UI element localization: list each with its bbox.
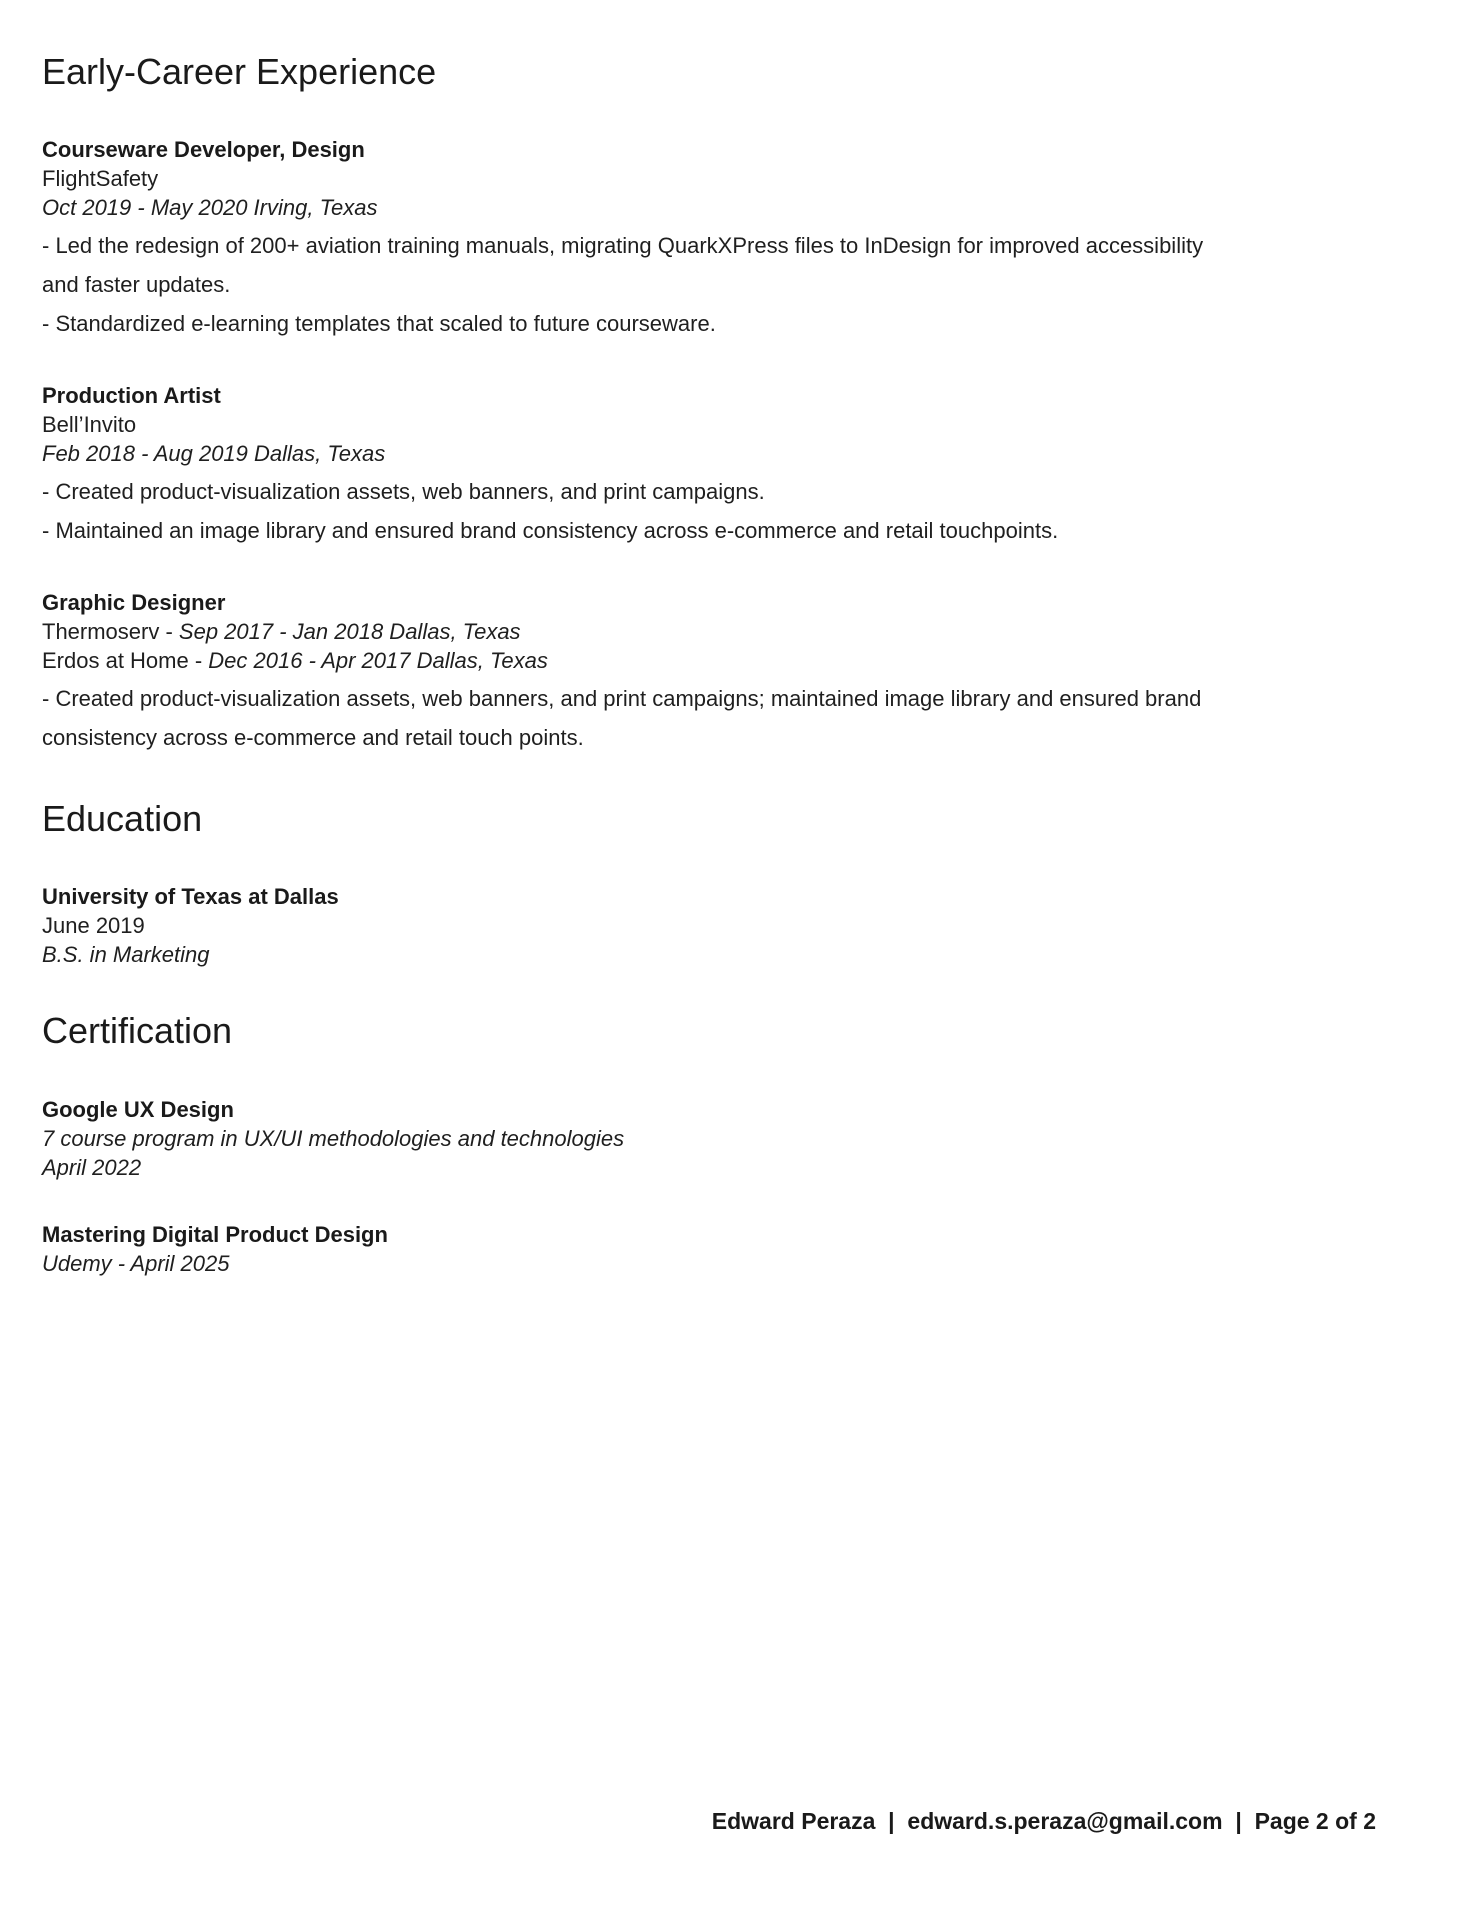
employer-company: Thermoserv - xyxy=(42,619,179,645)
job-bullet: - Created product-visualization assets, web banners, and print campaigns; maintained image library and ensured brand consistency across e-commerce and retail touch points. xyxy=(42,686,1202,751)
certification-description: Udemy - April 2025 xyxy=(42,1250,230,1276)
job-entry xyxy=(42,135,1342,343)
job-entry xyxy=(42,588,1342,757)
certification-description: 7 course program in UX/UI methodologies and technologies xyxy=(42,1125,625,1151)
job-entry xyxy=(42,381,1342,550)
education-entry xyxy=(42,882,1342,969)
certification-title: Mastering Digital Product Design xyxy=(42,1221,388,1247)
experience-section xyxy=(42,50,1342,757)
job-title: Courseware Developer, Design xyxy=(42,137,365,163)
graduation-date: June 2019 xyxy=(42,913,145,939)
footer-separator: | xyxy=(875,1808,908,1834)
job-bullet: - Standardized e-learning templates that scaled to future courseware. xyxy=(42,311,716,337)
education-section xyxy=(42,797,1342,969)
section-heading-education: Education xyxy=(42,798,203,840)
employer-dates-location: Sep 2017 - Jan 2018 Dallas, Texas xyxy=(178,619,521,645)
job-title: Production Artist xyxy=(42,383,221,409)
employer-dates-location: Dec 2016 - Apr 2017 Dallas, Texas xyxy=(208,648,548,674)
section-heading-certification: Certification xyxy=(42,1010,233,1052)
employer-line xyxy=(42,617,1342,646)
job-company: FlightSafety xyxy=(42,166,159,192)
employer-line xyxy=(42,646,1342,675)
employer-company: Erdos at Home - xyxy=(42,648,209,674)
job-dates-location: Feb 2018 - Aug 2019 Dallas, Texas xyxy=(42,441,386,467)
job-company: Bell’Invito xyxy=(42,412,137,438)
job-title: Graphic Designer xyxy=(42,590,226,616)
school-name: University of Texas at Dallas xyxy=(42,884,339,910)
footer-separator: | xyxy=(1222,1808,1255,1834)
job-bullet: - Maintained an image library and ensured brand consistency across e-commerce and retail touchpoints. xyxy=(42,518,1059,544)
footer-name: Edward Peraza xyxy=(711,1808,876,1834)
certification-section xyxy=(42,1009,1342,1277)
job-bullet: - Created product-visualization assets, web banners, and print campaigns. xyxy=(42,479,765,505)
job-bullet: - Led the redesign of 200+ aviation training manuals, migrating QuarkXPress files to InDesign for improved accessibility and faster updates. xyxy=(42,233,1204,298)
certification-entry xyxy=(42,1095,1342,1182)
page-footer xyxy=(712,1808,1376,1835)
certification-title: Google UX Design xyxy=(42,1096,234,1122)
certification-date: April 2022 xyxy=(42,1154,142,1180)
footer-email[interactable]: edward.s.peraza@gmail.com xyxy=(907,1808,1223,1834)
footer-page-number: Page 2 of 2 xyxy=(1254,1808,1376,1834)
job-dates-location: Oct 2019 - May 2020 Irving, Texas xyxy=(42,195,378,221)
section-heading-experience: Early-Career Experience xyxy=(42,51,437,92)
degree: B.S. in Marketing xyxy=(42,942,210,968)
resume-page xyxy=(42,50,1342,1316)
certification-entry xyxy=(42,1220,1342,1278)
